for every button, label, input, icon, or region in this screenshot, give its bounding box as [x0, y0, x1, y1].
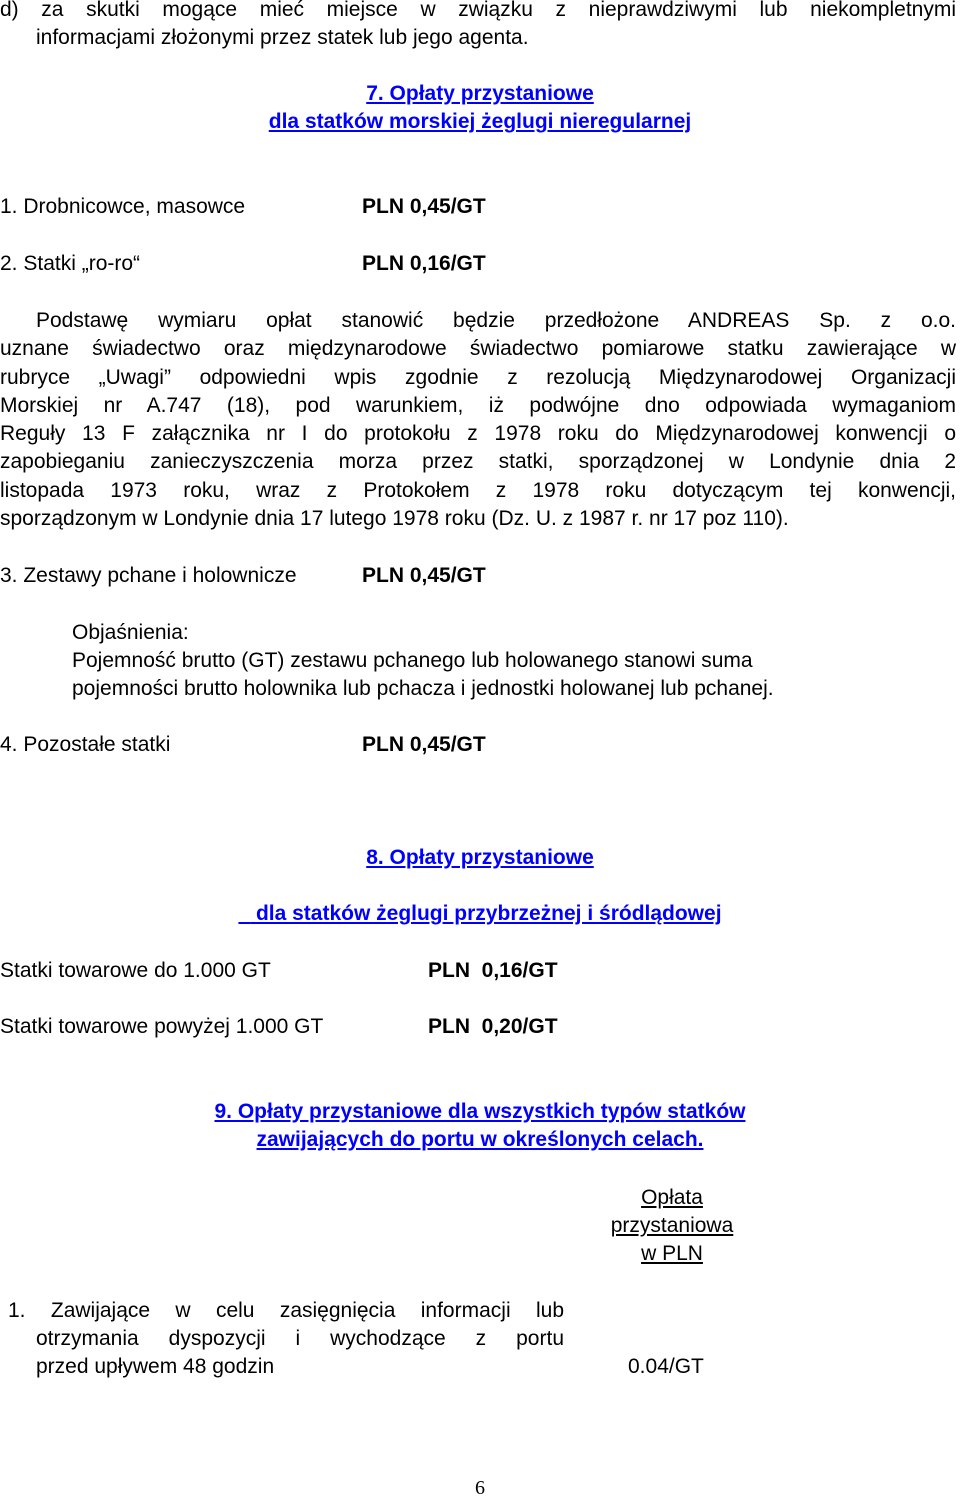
explanation-line: Pojemność brutto (GT) zestawu pchanego lub holowanego stanowi suma [72, 649, 753, 672]
section-8-title-line: 8. Opłaty przystaniowe [366, 846, 594, 869]
section-9-title-line: 9. Opłaty przystaniowe dla wszystkich typów statków [214, 1100, 746, 1123]
column-header-line: w PLN [641, 1242, 703, 1265]
paragraph-line: Morskiej nr A.747 (18), pod warunkiem, iż podwójne dno odpowiada wymaganiom [0, 394, 956, 417]
item-label: 2. Statki „ro-ro“ [0, 252, 141, 275]
item-description: 1. Zawijające w celu zasięgnięcia informacji lub [8, 1299, 564, 1322]
section-7-title-line: dla statków morskiej żeglugi nieregularnej [268, 110, 692, 133]
intro-line: informacjami złożonymi przez statek lub jego agenta. [36, 26, 529, 49]
section-8-title [0, 844, 960, 872]
section-9-title-line: zawijających do portu w określonych celach. [256, 1128, 704, 1151]
item-label: Statki towarowe do 1.000 GT [0, 959, 271, 982]
item-rate: PLN 0,16/GT [428, 959, 558, 982]
column-header-line: Opłata [641, 1186, 703, 1209]
section-9-title [0, 1098, 960, 1126]
item-rate: PLN 0,16/GT [362, 252, 486, 275]
paragraph-line: sporządzonym w Londynie dnia 17 lutego 1978 roku (Dz. U. z 1987 r. nr 17 poz 110). [0, 507, 789, 530]
item-rate: PLN 0,45/GT [362, 195, 486, 218]
explanation-title: Objaśnienia: [72, 621, 189, 644]
item-rate: PLN 0,45/GT [362, 564, 486, 587]
section-7-subtitle [0, 108, 960, 136]
paragraph-line: rubryce „Uwagi” odpowiedni wpis zgodnie z rezolucją Międzynarodowej Organizacji [0, 366, 956, 389]
section-8-title-line: dla statków żeglugi przybrzeżnej i śródlądowej [250, 902, 722, 925]
section-7-title [0, 80, 960, 108]
paragraph-line: Reguły 13 F załącznika nr I do protokołu z 1978 roku do Międzynarodowej konwencji o [0, 422, 956, 445]
paragraph-line: listopada 1973 roku, wraz z Protokołem z 1978 roku dotyczącym tej konwencji, [0, 479, 956, 502]
explanation-line: pojemności brutto holownika lub pchacza i jednostki holowanej lub pchanej. [72, 677, 774, 700]
section-8-subtitle [0, 872, 960, 928]
paragraph-line: uznane świadectwo oraz międzynarodowe świadectwo pomiarowe statku zawierające w [0, 337, 956, 360]
intro-line: d) za skutki mogące mieć miejsce w związku z nieprawdziwymi lub niekompletnymi [0, 0, 956, 21]
item-rate: 0.04/GT [628, 1355, 704, 1378]
column-header-line: przystaniowa [610, 1214, 734, 1237]
item-label: 3. Zestawy pchane i holownicze [0, 564, 297, 587]
item-label: Statki towarowe powyżej 1.000 GT [0, 1015, 324, 1038]
item-label: 1. Drobnicowce, masowce [0, 195, 246, 218]
paragraph-line: Podstawę wymiaru opłat stanowić będzie przedłożone ANDREAS Sp. z o.o. [36, 309, 956, 332]
section-9-subtitle [0, 1126, 960, 1154]
page-number: 6 [475, 1477, 485, 1499]
item-label: 4. Pozostałe statki [0, 733, 171, 756]
item-description: otrzymania dyspozycji i wychodzące z portu [36, 1327, 564, 1350]
section-7-title-line: 7. Opłaty przystaniowe [366, 82, 594, 105]
item-rate: PLN 0,45/GT [362, 733, 486, 756]
item-rate: PLN 0,20/GT [428, 1015, 558, 1038]
paragraph-line: zapobieganiu zanieczyszczenia morza przez statki, sporządzonej w Londynie dnia 2 [0, 450, 956, 473]
item-description: przed upływem 48 godzin [36, 1355, 275, 1378]
